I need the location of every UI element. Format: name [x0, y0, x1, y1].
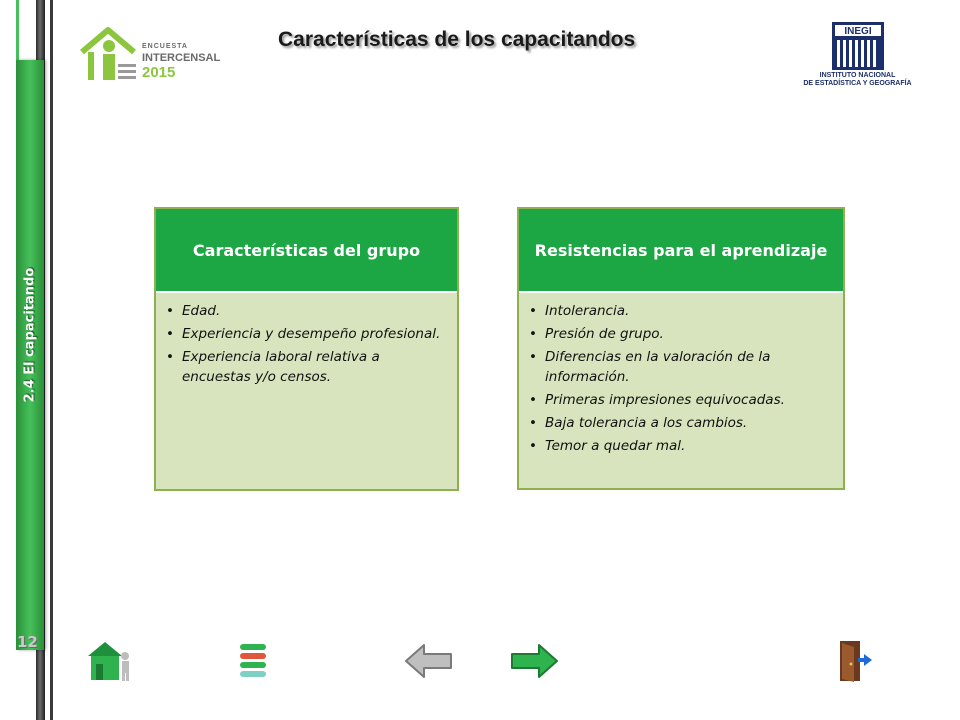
list-item: • Intolerancia.	[545, 301, 833, 321]
card-list	[519, 293, 843, 456]
list-item: • Temor a quedar mal.	[545, 436, 833, 456]
next-page-button[interactable]	[509, 642, 559, 680]
back-arrow-icon	[404, 642, 454, 680]
menu-icon	[238, 642, 268, 680]
menu-button[interactable]	[238, 642, 268, 680]
inegi-wordmark: INEGI	[844, 26, 872, 37]
list-item: • Primeras impresiones equivocadas.	[545, 390, 833, 410]
card-list	[156, 293, 457, 387]
forward-arrow-icon	[509, 642, 559, 680]
learning-resistance-card	[517, 207, 845, 490]
list-item: • Presión de grupo.	[545, 324, 833, 344]
page-title: Características de los capacitandos	[278, 28, 636, 51]
logo-line-2: INTERCENSAL	[142, 52, 221, 64]
logo-line-1: ENCUESTA	[142, 43, 188, 50]
encuesta-intercensal-logo	[78, 24, 228, 84]
home-button[interactable]	[85, 638, 135, 682]
list-item: • Diferencias en la valoración de la información.	[545, 347, 833, 387]
exit-button[interactable]	[838, 638, 874, 684]
inegi-line-2: DE ESTADÍSTICA Y GEOGRAFÍA	[803, 80, 912, 87]
inegi-logo	[795, 20, 920, 92]
list-item: • Experiencia laboral relativa a encuestas y/o censos.	[182, 347, 447, 387]
inegi-building-icon	[795, 20, 920, 72]
sidebar-rail-line	[50, 0, 53, 720]
sidebar-section-label: 2.4 El capacitando	[22, 267, 38, 403]
home-icon	[85, 638, 135, 682]
card-heading: Resistencias para el aprendizaje	[519, 209, 843, 293]
card-heading: Características del grupo	[156, 209, 457, 293]
inegi-line-1: INSTITUTO NACIONAL	[819, 72, 896, 79]
house-person-logo-icon	[78, 24, 140, 84]
list-item: • Experiencia y desempeño profesional.	[182, 324, 447, 344]
group-characteristics-card	[154, 207, 459, 491]
sidebar-rail-top	[16, 0, 19, 60]
inegi-text	[795, 72, 920, 88]
list-item: • Edad.	[182, 301, 447, 321]
list-item: • Baja tolerancia a los cambios.	[545, 413, 833, 433]
page-number: 12	[17, 633, 38, 651]
logo-line-3: 2015	[142, 64, 176, 81]
exit-door-icon	[838, 638, 874, 684]
previous-page-button[interactable]	[404, 642, 454, 680]
